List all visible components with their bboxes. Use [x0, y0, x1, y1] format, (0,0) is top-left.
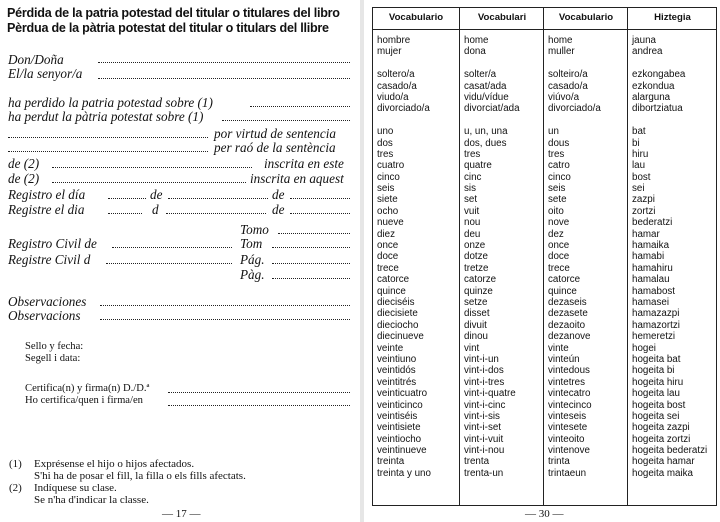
inscrita-aquest-label: inscrita en aquest [250, 171, 344, 186]
vocab-cell: dona [464, 46, 486, 58]
vocab-cell: catorce [377, 274, 410, 286]
vocab-cell: home [548, 35, 573, 46]
vocab-cell: cinc [464, 171, 482, 183]
vocab-cell: veintiséis [377, 410, 418, 422]
words-spanish [377, 35, 431, 479]
vocab-cell: viúvo/a [548, 91, 580, 103]
vocab-cell: dieciséis [377, 296, 415, 308]
vocab-cell: vintenove [548, 445, 590, 457]
vocab-cell: catorce [548, 274, 581, 286]
vocab-cell: diecinueve [377, 331, 424, 343]
column-galician [543, 8, 628, 505]
vocab-cell: vidu/vídue [464, 91, 509, 103]
footnote-1-es: Exprésense el hijo o hijos afectados. [34, 458, 195, 470]
vocab-cell: dezaoito [548, 319, 586, 331]
vocab-cell: diez [377, 228, 395, 240]
pag-es-field[interactable] [272, 263, 350, 264]
header-basque: Hiztegia [654, 12, 691, 23]
sello-label: Sello y fecha: [25, 341, 84, 352]
vocab-cell: deu [464, 228, 481, 240]
vocab-cell: ezkondua [632, 80, 675, 92]
footnote-2-ca: Se n'ha d'indicar la classe. [34, 494, 149, 506]
vocab-cell: dos [377, 137, 393, 149]
vocab-cell: vintecinco [548, 399, 592, 411]
vocab-cell: muller [548, 46, 575, 58]
vocab-cell: once [548, 240, 570, 252]
vocab-cell: hamaika [632, 240, 670, 252]
vocab-cell: vinteún [548, 353, 580, 365]
vocab-cell: seis [377, 183, 395, 195]
vocab-cell: ocho [377, 205, 399, 217]
child-field-line-2[interactable] [222, 120, 350, 121]
vocab-cell: dezaseis [548, 296, 587, 308]
class-field-line-2[interactable] [52, 182, 246, 183]
vocab-cell: trenta-un [464, 467, 504, 479]
vocab-cell: quince [548, 285, 577, 297]
vocab-cell: sis [464, 183, 476, 195]
footnote-2-es: Indíquese su clase. [34, 482, 117, 494]
year-field-ca[interactable] [290, 213, 350, 214]
registry-field-ca[interactable] [106, 263, 232, 264]
vocab-cell: zazpi [632, 194, 655, 206]
vocab-cell: hogeita lau [632, 388, 680, 400]
day-field-es[interactable] [108, 198, 146, 199]
vocab-cell: cinco [377, 171, 400, 183]
vocab-cell: solter/a [464, 69, 497, 81]
vocab-cell: treinta [377, 456, 405, 468]
registro-civil-label: Registro Civil de [8, 236, 97, 251]
vocab-cell: nove [548, 217, 570, 229]
vocab-cell: veintidós [377, 365, 416, 377]
words-catalan [464, 35, 520, 479]
vocab-cell: veintitrés [377, 376, 417, 388]
vocab-cell: vint-i-un [464, 353, 499, 365]
vocab-cell: trintaeun [548, 467, 587, 479]
vocab-cell: vinteoito [548, 433, 585, 445]
vocab-cell: quinze [464, 285, 493, 297]
pag-ca-label: Pàg. [240, 267, 265, 282]
vocab-cell: hogeita zazpi [632, 422, 690, 434]
per-rao-label: per raó de la sentència [214, 140, 336, 155]
vocab-cell: hogeita bat [632, 353, 681, 365]
vocab-cell: vintetres [548, 376, 586, 388]
de2-label-ca: de (2) [8, 171, 40, 186]
vocab-cell: hogeita zortzi [632, 433, 691, 445]
inscrita-este-label: inscrita en este [264, 156, 344, 171]
vocab-cell: dinou [464, 331, 488, 343]
vocab-cell: dous [548, 137, 570, 149]
vocab-cell: doce [548, 251, 570, 263]
vocab-cell: u, un, una [464, 126, 508, 138]
tom-field[interactable] [272, 247, 350, 248]
vocab-cell: vint-i-cinc [464, 399, 506, 411]
vocab-cell: lau [632, 160, 646, 172]
vocab-cell: hamasei [632, 296, 670, 308]
header-catalan: Vocabulari [477, 12, 527, 23]
vocab-cell: veintiocho [377, 433, 422, 445]
vocab-cell: vint-i-quatre [464, 388, 516, 400]
vocab-cell: divorciado/a [548, 103, 601, 115]
footnote-1-ca: S'hi ha de posar el fill, la filla o els fills afectats. [34, 470, 246, 482]
tom-label: Tom [240, 236, 263, 251]
vocab-cell: ezkongabea [632, 69, 686, 81]
child-field-line-1[interactable] [250, 106, 350, 107]
registro-dia-label: Registro el día [8, 187, 86, 202]
vocab-cell: once [377, 240, 399, 252]
pag-ca-field[interactable] [272, 278, 350, 279]
vocab-cell: cuatro [377, 160, 405, 172]
vocab-cell: seis [548, 183, 566, 195]
vocab-cell: hiru [632, 148, 649, 160]
vocab-cell: disset [464, 308, 490, 320]
vocab-cell: vint-i-tres [464, 376, 505, 388]
vocab-cell: set [464, 194, 478, 206]
vocab-cell: dez [548, 228, 564, 240]
vocab-cell: quatre [464, 160, 492, 172]
vocab-cell: vint-i-set [464, 422, 502, 434]
vocab-cell: nou [464, 217, 481, 229]
vocab-cell: veinticuatro [377, 388, 428, 400]
vocab-cell: casat/ada [464, 80, 507, 92]
vocab-cell: dieciocho [377, 319, 419, 331]
observations-field-line-1[interactable] [100, 305, 350, 306]
vocab-cell: hamalau [632, 274, 670, 286]
vocab-cell: dezasete [548, 308, 588, 320]
vocab-cell: hogeita bost [632, 399, 686, 411]
column-basque [627, 8, 717, 505]
vocab-cell: solteiro/a [548, 69, 588, 81]
vocab-cell: trenta [464, 456, 490, 468]
vocab-cell: veinticinco [377, 399, 423, 411]
vocab-cell: hombre [377, 35, 411, 46]
vocab-cell: setze [464, 296, 488, 308]
ha-perdido-label: ha perdido la patria potestad sobre (1) [8, 95, 213, 110]
vocab-cell: tretze [464, 262, 489, 274]
vocab-cell: hamahiru [632, 262, 673, 274]
vocab-cell: diecisiete [377, 308, 418, 320]
vocab-cell: casado/a [377, 80, 417, 92]
vocab-cell: dotze [464, 251, 488, 263]
month-field-ca[interactable] [166, 213, 266, 214]
vocab-cell: viudo/a [377, 91, 409, 103]
vocab-cell: vinte [548, 342, 569, 354]
vocab-cell: divorciado/a [377, 103, 430, 115]
vocab-cell: catorze [464, 274, 497, 286]
vocab-cell: catro [548, 160, 570, 172]
class-field-line-1[interactable] [52, 167, 252, 168]
name-field-line-2[interactable] [98, 78, 350, 79]
vocab-cell: dezanove [548, 331, 591, 343]
words-galician [548, 35, 601, 479]
header-galician: Vocabulario [558, 12, 614, 23]
vocab-cell: dos, dues [464, 137, 507, 149]
vocab-cell: vintedous [548, 365, 590, 377]
vocab-cell: bost [632, 171, 651, 183]
registre-civil-label: Registre Civil d [8, 252, 91, 267]
pag-es-label: Pág. [240, 252, 265, 267]
vocab-cell: veintiuno [377, 353, 417, 365]
vocab-cell: zortzi [632, 205, 656, 217]
column-spanish [373, 8, 459, 505]
vocab-cell: vuit [464, 205, 480, 217]
vocab-cell: divorciat/ada [464, 103, 520, 115]
vocab-cell: alarguna [632, 91, 671, 103]
ha-perdut-label: ha perdut la pàtria potestat sobre (1) [8, 109, 204, 124]
vocab-cell: treinta y uno [377, 467, 431, 479]
tomo-field[interactable] [278, 233, 350, 234]
vocab-cell: hogeita hamar [632, 456, 695, 468]
vocab-cell: tres [377, 148, 394, 160]
year-field-es[interactable] [290, 198, 350, 199]
vocab-cell: vinteseis [548, 410, 587, 422]
vocab-cell: hamazortzi [632, 319, 680, 331]
vocab-cell: hogei [632, 342, 656, 354]
vocab-cell: trece [377, 262, 399, 274]
certifica-label: Certifica(n) y firma(n) D./D.ª [25, 383, 150, 394]
vocab-cell: vintesete [548, 422, 588, 434]
vocab-cell: tres [464, 148, 481, 160]
name-field-line-1[interactable] [98, 62, 350, 63]
d-label: d [152, 202, 159, 217]
vocab-cell: bederatzi [632, 217, 673, 229]
vocab-cell: dibortziatua [632, 103, 683, 115]
de-label-1: de [150, 187, 163, 202]
vocab-cell: oito [548, 205, 564, 217]
registre-dia-label: Registre el dia [8, 202, 85, 217]
vocab-cell: veintinueve [377, 445, 427, 457]
vocab-cell: andrea [632, 46, 663, 58]
sentence-field-line-2[interactable] [8, 151, 208, 152]
vocab-cell: quince [377, 285, 406, 297]
don-dona-label: Don/Doña [8, 52, 64, 67]
vocab-cell: mujer [377, 46, 402, 58]
vocab-cell: doce [377, 251, 399, 263]
observaciones-label: Observaciones [8, 294, 87, 309]
vocab-cell: tres [548, 148, 565, 160]
page-number-right: — 30 — [525, 508, 564, 520]
vocab-cell: siete [377, 194, 398, 206]
vocab-cell: hemeretzi [632, 331, 676, 343]
vocab-cell: hogeita sei [632, 410, 680, 422]
vocab-cell: hamar [632, 228, 660, 240]
column-catalan [459, 8, 544, 505]
signature-field-line-1[interactable] [168, 392, 350, 393]
vocab-cell: home [464, 35, 489, 46]
el-la-senyor-label: El/la senyor/a [8, 66, 83, 81]
vocab-cell: divuit [464, 319, 487, 331]
vocab-cell: hamabost [632, 285, 676, 297]
vocab-cell: bat [632, 126, 646, 138]
vocab-cell: vintecatro [548, 388, 591, 400]
vocab-cell: soltero/a [377, 69, 415, 81]
vocab-cell: vint [464, 342, 480, 354]
header-spanish: Vocabulario [388, 12, 444, 23]
vocab-cell: sei [632, 183, 645, 195]
sentence-field-line-1[interactable] [8, 137, 208, 138]
footnote-2-number: (2) [9, 482, 22, 494]
vocab-cell: hogeita bi [632, 365, 675, 377]
vocab-cell: jauna [632, 35, 656, 46]
vocab-cell: cinco [548, 171, 571, 183]
vocab-cell: hogeita bederatzi [632, 445, 708, 457]
vocab-cell: onze [464, 240, 486, 252]
vocab-cell: vint-i-nou [464, 445, 505, 457]
tomo-label: Tomo [240, 222, 269, 237]
vocab-cell: casado/a [548, 80, 588, 92]
vocab-cell: bi [632, 137, 640, 149]
de-label-2: de [272, 187, 285, 202]
vocab-cell: trinta [548, 456, 570, 468]
vocab-cell: trece [548, 262, 570, 274]
page-number-left: — 17 — [162, 508, 201, 520]
de2-label-es: de (2) [8, 156, 40, 171]
month-field-es[interactable] [168, 198, 268, 199]
registry-field-es[interactable] [112, 247, 232, 248]
vocab-cell: vint-i-sis [464, 410, 500, 422]
vocab-cell: hogeita maika [632, 467, 693, 479]
por-virtud-label: por virtud de sentencia [214, 126, 336, 141]
footnote-1-number: (1) [9, 458, 22, 470]
vocab-cell: nueve [377, 217, 404, 229]
right-page [364, 0, 720, 522]
vocab-cell: hamazazpi [632, 308, 680, 320]
vocab-cell: vint-i-dos [464, 365, 504, 377]
vocab-cell: veintisiete [377, 422, 421, 434]
vocabulary-table [372, 7, 717, 506]
vocab-cell: vint-i-vuit [464, 433, 504, 445]
vocab-cell: veinte [377, 342, 404, 354]
signature-field-line-2[interactable] [168, 405, 350, 406]
observations-field-line-2[interactable] [100, 319, 350, 320]
vocab-cell: uno [377, 126, 394, 138]
day-field-ca[interactable] [108, 213, 142, 214]
observacions-label: Observacions [8, 308, 81, 323]
words-basque [632, 35, 707, 479]
ho-certifica-label: Ho certifica/quen i firma/en [25, 395, 143, 406]
segell-label: Segell i data: [25, 353, 81, 364]
title-catalan: Pèrdua de la pàtria potestat del titular o titulars del llibre [7, 21, 329, 35]
vocab-cell: sete [548, 194, 567, 206]
vocab-cell: hogeita hiru [632, 376, 684, 388]
title-spanish: Pérdida de la patria potestad del titular o titulares del libro [7, 6, 340, 20]
de-label-3: de [272, 202, 285, 217]
vocab-cell: un [548, 126, 559, 138]
vocab-cell: hamabi [632, 251, 665, 263]
